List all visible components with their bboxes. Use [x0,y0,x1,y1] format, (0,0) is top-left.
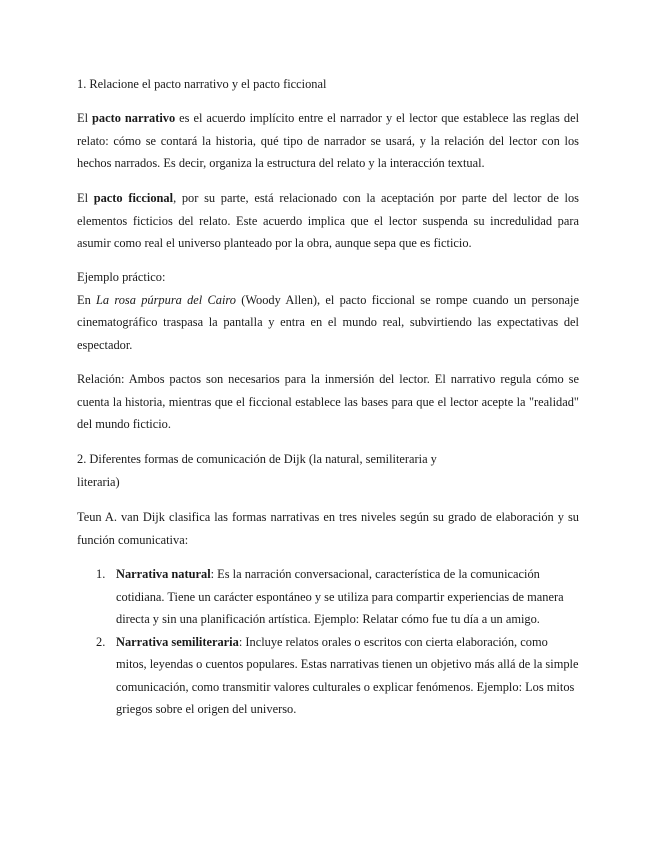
term-pacto-ficcional: pacto ficcional [93,191,174,205]
narrative-types-list [77,563,579,721]
list-item: 2. Narrativa semiliteraria: Incluye relatos orales o escritos con cierta elaboración, como mitos, leyendas o cuentos populares. Estas narrativas tienen un objetivo más allá de la simple comunicación, como transmitir valores culturales o explicar fenómenos. Ejemplo: Los mitos griegos sobre el origen del universo. [77,631,579,721]
list-number: 2. [96,634,106,649]
term-narrativa-natural: Narrativa natural [116,567,211,581]
paragraph-pacto-narrativo: El pacto narrativo es el acuerdo implícito entre el narrador y el lector que establece las reglas del relato: cómo se contará la historia, qué tipo de narrador se usará, y la relación del lector con los hechos narrados. Es decir, organiza la estructura del relato y la interacción textual. [77,111,580,170]
section-2-heading: 2. Diferentes formas de comunicación de Dijk (la natural, semiliteraria y literaria) [77,452,437,489]
film-title: La rosa púrpura del Cairo [96,292,236,307]
paragraph-intro: Teun A. van Dijk clasifica las formas narrativas en tres niveles según su grado de elaboración y su función comunicativa: [77,510,579,547]
example-label: Ejemplo práctico: [77,270,166,284]
list-item: 1. Narrativa natural: Es la narración conversacional, característica de la comunicación cotidiana. Tiene un carácter espontáneo y se utiliza para compartir experiencias de manera directa y sin una planificación artística. Ejemplo: Relatar cómo fue tu día a un amigo. [77,563,579,631]
paragraph-pacto-ficcional: El pacto ficcional, por su parte, está relacionado con la aceptación por parte del lector de los elementos ficticios del relato. Este acuerdo implica que el lector suspenda su incredulidad para asumir como real el universo planteado por la obra, aunque sepa que es ficticio. [77,191,579,250]
term-pacto-narrativo: pacto narrativo [92,111,176,125]
paragraph-example: Ejemplo práctico: En La rosa púrpura del Cairo (Woody Allen), el pacto ficcional se rompe cuando un personaje cinematográfico traspasa la pantalla y entra en el mundo real, subvirtiendo las expectativas del espectador. [77,266,579,356]
list-number: 1. [96,567,106,581]
paragraph-relation: Relación: Ambos pactos son necesarios para la inmersión del lector. El narrativo regula cómo se cuenta la historia, mientras que el ficcional establece las bases para que el lector acepte la "realidad" del mundo ficticio. [77,372,579,431]
section-1-heading: 1. Relacione el pacto narrativo y el pacto ficcional [77,77,327,91]
term-narrativa-semiliteraria: Narrativa semiliteraria [116,634,239,649]
